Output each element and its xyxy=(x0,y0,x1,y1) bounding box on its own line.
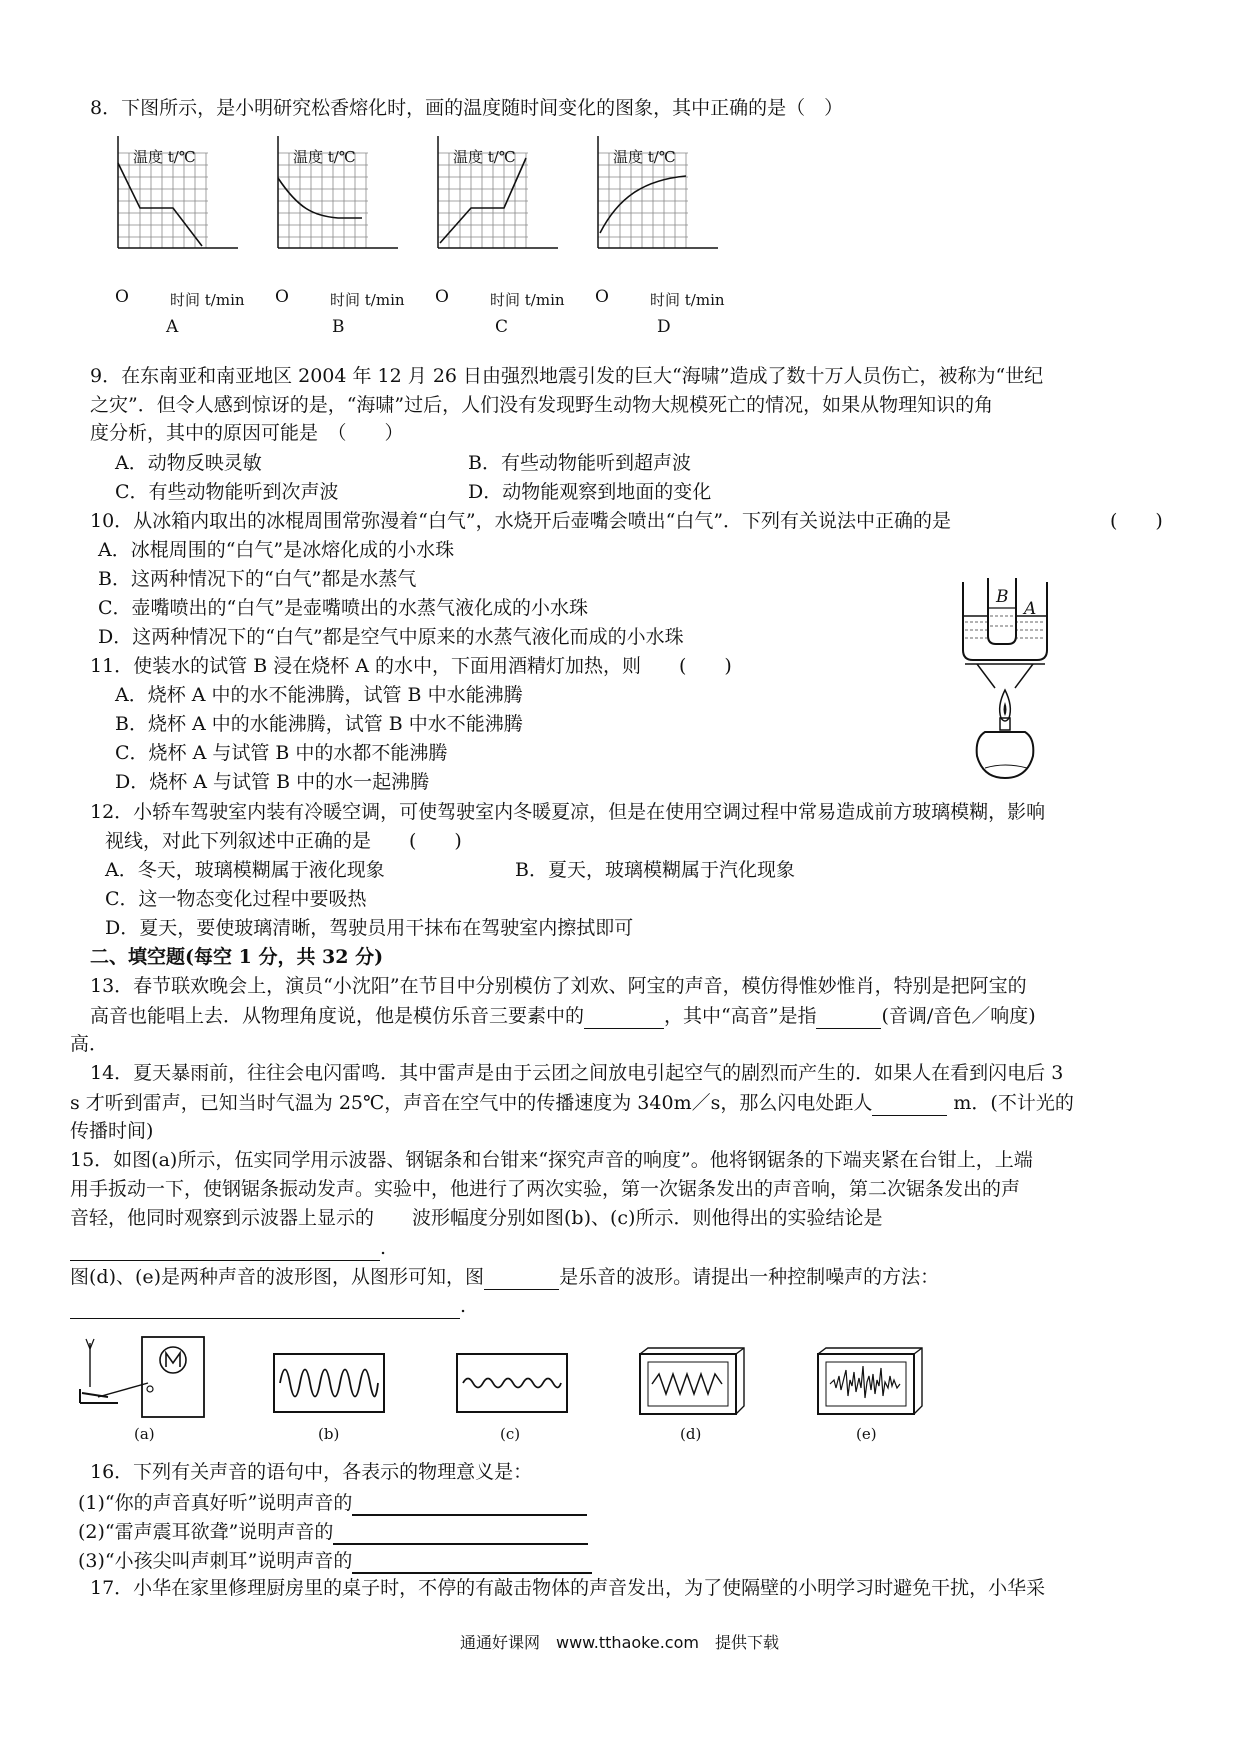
q15-period-1: . xyxy=(380,1237,387,1259)
graph-a-origin: O xyxy=(115,287,129,307)
q12-option-c: C．这一物态变化过程中要吸热 xyxy=(105,888,367,910)
q12-option-a: A．冬天，玻璃模糊属于液化现象 xyxy=(105,859,385,881)
q13-line2-part3: (音调/音色／响度) xyxy=(881,1005,1036,1027)
graph-c-xlabel: 时间 t/min xyxy=(490,291,565,309)
q14-line2 xyxy=(70,1089,1074,1116)
q15-noise-control-blank[interactable] xyxy=(70,1292,460,1319)
q9-line2: 之灾”．但令人感到惊讶的是，“海啸”过后，人们没有发现野生动物大规模死亡的情况，如果从物理知识的角 xyxy=(90,394,994,416)
q15-line2: 用手扳动一下，使钢锯条振动发声。实验中，他进行了两次实验，第一次锯条发出的声音响，第二次锯条发出的声 xyxy=(70,1178,1021,1200)
q15-line4 xyxy=(70,1234,386,1261)
q15-line1: 15．如图(a)所示，伍实同学用示波器、钢锯条和台钳来“探究声音的响度”。他将钢锯条的下端夹紧在台钳上，上端 xyxy=(70,1149,1033,1171)
q12-option-b: B．夏天，玻璃模糊属于汽化现象 xyxy=(515,859,795,881)
oscilloscope-setup-figure xyxy=(78,1335,208,1429)
q16-blank-1[interactable] xyxy=(352,1488,587,1516)
q10-option-a: A．冰棍周围的“白气”是冰熔化成的小水珠 xyxy=(98,539,455,561)
q11-option-a: A．烧杯 A 中的水不能沸腾，试管 B 中水能沸腾 xyxy=(115,684,523,706)
graph-c-label: C xyxy=(495,317,509,337)
q15-line5-part1: 图(d)、(e)是两种声音的波形图，从图形可知，图 xyxy=(70,1266,485,1288)
page-footer: 通通好课网 www.tthaoke.com 提供下载 xyxy=(460,1633,779,1652)
q15-line3: 音轻，他同时观察到示波器上显示的 波形幅度分别如图(b)、(c)所示．则他得出的实验结论是 xyxy=(70,1207,883,1229)
graph-b-origin: O xyxy=(275,287,289,307)
q14-blank[interactable] xyxy=(872,1089,947,1116)
q12-option-d: D．夏天，要使玻璃清晰，驾驶员用干抹布在驾驶室内擦拭即可 xyxy=(105,917,634,939)
waveform-e-figure xyxy=(816,1346,926,1422)
q8-stem: 8．下图所示，是小明研究松香熔化时，画的温度随时间变化的图象，其中正确的是（ ） xyxy=(90,97,844,119)
q9-option-d: D．动物能观察到地面的变化 xyxy=(468,481,712,503)
q11-option-c: C．烧杯 A 与试管 B 中的水都不能沸腾 xyxy=(115,742,448,764)
testtube-b-label: B xyxy=(996,587,1009,607)
q17-line1: 17．小华在家里修理厨房里的桌子时，不停的有敲击物体的声音发出，为了使隔壁的小明学习时避免干扰，小华采 xyxy=(90,1577,1046,1599)
q16-item-1 xyxy=(78,1488,587,1516)
q13-line3: 高． xyxy=(70,1033,109,1055)
q14-line2-part1: s 才听到雷声，已知当时气温为 25℃，声音在空气中的传播速度为 340m／s，那么闪电处距人 xyxy=(70,1092,873,1114)
q10-option-c: C．壶嘴喷出的“白气”是壶嘴喷出的水蒸气液化成的小水珠 xyxy=(98,597,588,619)
q9-line1: 9．在东南亚和南亚地区 2004 年 12 月 26 日由强烈地震引发的巨大“海啸”造成了数十万人员伤亡，被称为“世纪 xyxy=(90,365,1044,387)
figure-b-caption: (b) xyxy=(318,1425,340,1443)
q15-conclusion-blank[interactable] xyxy=(70,1234,380,1261)
q10-option-b: B．这两种情况下的“白气”都是水蒸气 xyxy=(98,568,417,590)
q15-figure-blank[interactable] xyxy=(484,1263,559,1290)
q9-option-c: C．有些动物能听到次声波 xyxy=(115,481,339,503)
graph-a-label: A xyxy=(166,317,179,337)
q13-line2-part1: 高音也能唱上去．从物理角度说，他是模仿乐音三要素中的 xyxy=(90,1005,585,1027)
q14-line1: 14．夏天暴雨前，往往会电闪雷鸣．其中雷声是由于云团之间放电引起空气的剧烈而产生的．如果人在看到闪电后 3 xyxy=(90,1062,1064,1084)
q14-line3: 传播时间) xyxy=(70,1120,154,1142)
q12-line1: 12．小轿车驾驶室内装有冷暖空调，可使驾驶室内冬暖夏凉，但是在使用空调过程中常易造成前方玻璃模糊，影响 xyxy=(90,801,1046,823)
waveform-c-figure xyxy=(455,1352,570,1418)
graph-b-label: B xyxy=(332,317,345,337)
q14-line2-part2: m．(不计光的 xyxy=(947,1092,1074,1114)
q12-line2: 视线，对此下列叙述中正确的是 ( ) xyxy=(105,830,462,852)
q9-line3: 度分析，其中的原因可能是 （ ） xyxy=(90,422,404,444)
q11-option-d: D．烧杯 A 与试管 B 中的水一起沸腾 xyxy=(115,771,430,793)
q16-item-1-text: (1)“你的声音真好听”说明声音的 xyxy=(78,1492,353,1514)
q13-line2-part2: ，其中“高音”是指 xyxy=(664,1005,817,1027)
graph-a-ylabel: 温度 t/℃ xyxy=(133,148,196,166)
q16-blank-3[interactable] xyxy=(352,1546,592,1574)
q16-stem: 16．下列有关声音的语句中，各表示的物理意义是： xyxy=(90,1461,533,1483)
waveform-b-figure xyxy=(272,1352,387,1418)
q9-option-b: B．有些动物能听到超声波 xyxy=(468,452,691,474)
figure-a-caption: (a) xyxy=(134,1425,155,1443)
q13-blank-1[interactable] xyxy=(584,1002,664,1029)
q15-line6 xyxy=(70,1292,466,1319)
q9-option-a: A．动物反映灵敏 xyxy=(115,452,262,474)
q13-line2 xyxy=(90,1002,1036,1029)
q15-line5-part2: 是乐音的波形。请提出一种控制噪声的方法： xyxy=(559,1266,940,1288)
graph-c-origin: O xyxy=(435,287,449,307)
q10-option-d: D．这两种情况下的“白气”都是空气中原来的水蒸气液化而成的小水珠 xyxy=(98,626,684,648)
graph-c-ylabel: 温度 t/℃ xyxy=(453,148,516,166)
beaker-testtube-figure xyxy=(955,578,1060,792)
q11-stem: 11．使装水的试管 B 浸在烧杯 A 的水中，下面用酒精灯加热，则 ( ) xyxy=(90,655,732,677)
graph-d-ylabel: 温度 t/℃ xyxy=(613,148,676,166)
q13-line1: 13．春节联欢晚会上，演员“小沈阳”在节目中分别模仿了刘欢、阿宝的声音，模仿得惟妙惟肖，特别是把阿宝的 xyxy=(90,975,1027,997)
q15-line5 xyxy=(70,1263,939,1290)
q16-item-2 xyxy=(78,1517,588,1545)
graph-b-xlabel: 时间 t/min xyxy=(330,291,405,309)
graph-a-xlabel: 时间 t/min xyxy=(170,291,245,309)
graph-d-xlabel: 时间 t/min xyxy=(650,291,725,309)
q10-paren: ( ) xyxy=(1110,510,1163,532)
q13-blank-2[interactable] xyxy=(816,1002,881,1029)
figure-d-caption: (d) xyxy=(680,1425,702,1443)
q11-option-b: B．烧杯 A 中的水能沸腾，试管 B 中水不能沸腾 xyxy=(115,713,523,735)
q16-item-2-text: (2)“雷声震耳欲聋”说明声音的 xyxy=(78,1521,334,1543)
q10-stem: 10．从冰箱内取出的冰棍周围常弥漫着“白气”，水烧开后壶嘴会喷出“白气”．下列有关说法中正确的是 xyxy=(90,510,952,532)
graph-d-label: D xyxy=(657,317,671,337)
q15-period-2: . xyxy=(460,1295,467,1317)
graph-d-origin: O xyxy=(595,287,609,307)
waveform-d-figure xyxy=(638,1346,748,1422)
q16-blank-2[interactable] xyxy=(333,1517,588,1545)
q16-item-3 xyxy=(78,1546,592,1574)
q16-item-3-text: (3)“小孩尖叫声刺耳”说明声音的 xyxy=(78,1550,353,1572)
beaker-a-label: A xyxy=(1024,599,1037,619)
figure-e-caption: (e) xyxy=(856,1425,877,1443)
figure-c-caption: (c) xyxy=(500,1425,521,1443)
graph-b-ylabel: 温度 t/℃ xyxy=(293,148,356,166)
section-2-heading: 二、填空题(每空 1 分，共 32 分) xyxy=(90,946,384,968)
